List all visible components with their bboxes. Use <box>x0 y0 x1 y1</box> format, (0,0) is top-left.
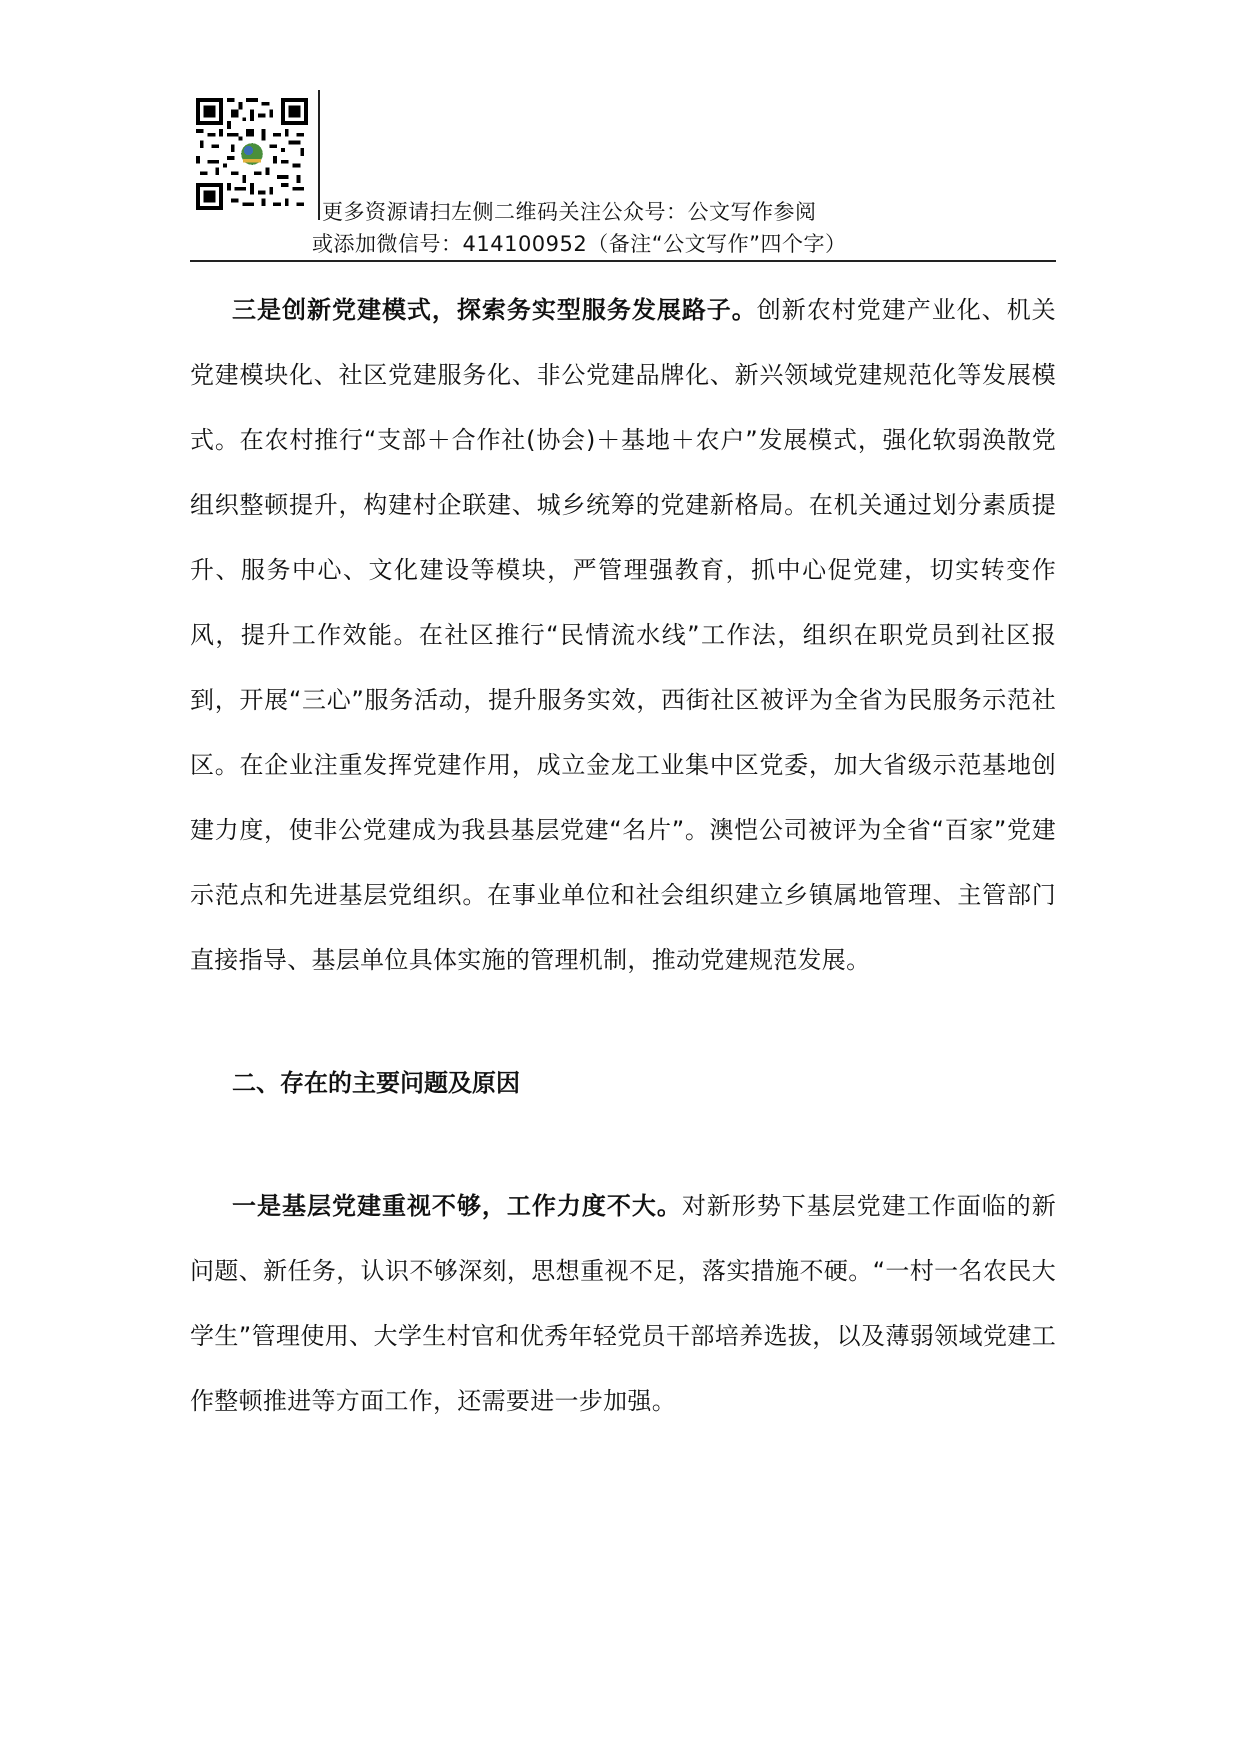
header-divider-vertical <box>318 90 320 220</box>
paragraph-text: 对新形势下基层党建工作面临的新问题、新任务，认识不够深刻，思想重视不足，落实措施不硬。“一村一名农民大学生”管理使用、大学生村官和优秀年轻党员干部培养选拔，以及薄弱领域党建工作整顿推进等方面工作，还需要进一步加强。 <box>190 1192 1056 1415</box>
qr-code-icon <box>196 98 308 210</box>
paragraph <box>190 1174 1056 1434</box>
paragraph-text: 创新农村党建产业化、机关党建模块化、社区党建服务化、非公党建品牌化、新兴领域党建规范化等发展模式。在农村推行“支部＋合作社(协会)＋基地＋农户”发展模式，强化软弱涣散党组织整顿提升，构建村企联建、城乡统筹的党建新格局。在机关通过划分素质提升、服务中心、文化建设等模块，严管理强教育，抓中心促党建，切实转变作风，提升工作效能。在社区推行“民情流水线”工作法，组织在职党员到社区报到，开展“三心”服务活动，提升服务实效，西街社区被评为全省为民服务示范社区。在企业注重发挥党建作用，成立金龙工业集中区党委，加大省级示范基地创建力度，使非公党建成为我县基层党建“名片”。澳恺公司被评为全省“百家”党建示范点和先进基层党组织。在事业单位和社会组织建立乡镇属地管理、主管部门直接指导、基层单位具体实施的管理机制，推动党建规范发展。 <box>190 296 1056 974</box>
paragraph-lead: 一是基层党建重视不够，工作力度不大。 <box>232 1192 682 1220</box>
page-header <box>190 88 1056 262</box>
header-promo-line-1: 更多资源请扫左侧二维码关注公众号：公文写作参阅 <box>322 200 817 224</box>
paragraph-lead: 三是创新党建模式，探索务实型服务发展路子。 <box>232 296 757 324</box>
paragraph <box>190 278 1056 993</box>
header-divider-horizontal <box>190 260 1056 262</box>
section-heading: 二、存在的主要问题及原因 <box>232 1069 520 1097</box>
header-promo-line-2: 或添加微信号：414100952（备注“公文写作”四个字） <box>312 232 847 256</box>
document-body <box>190 278 1056 1434</box>
